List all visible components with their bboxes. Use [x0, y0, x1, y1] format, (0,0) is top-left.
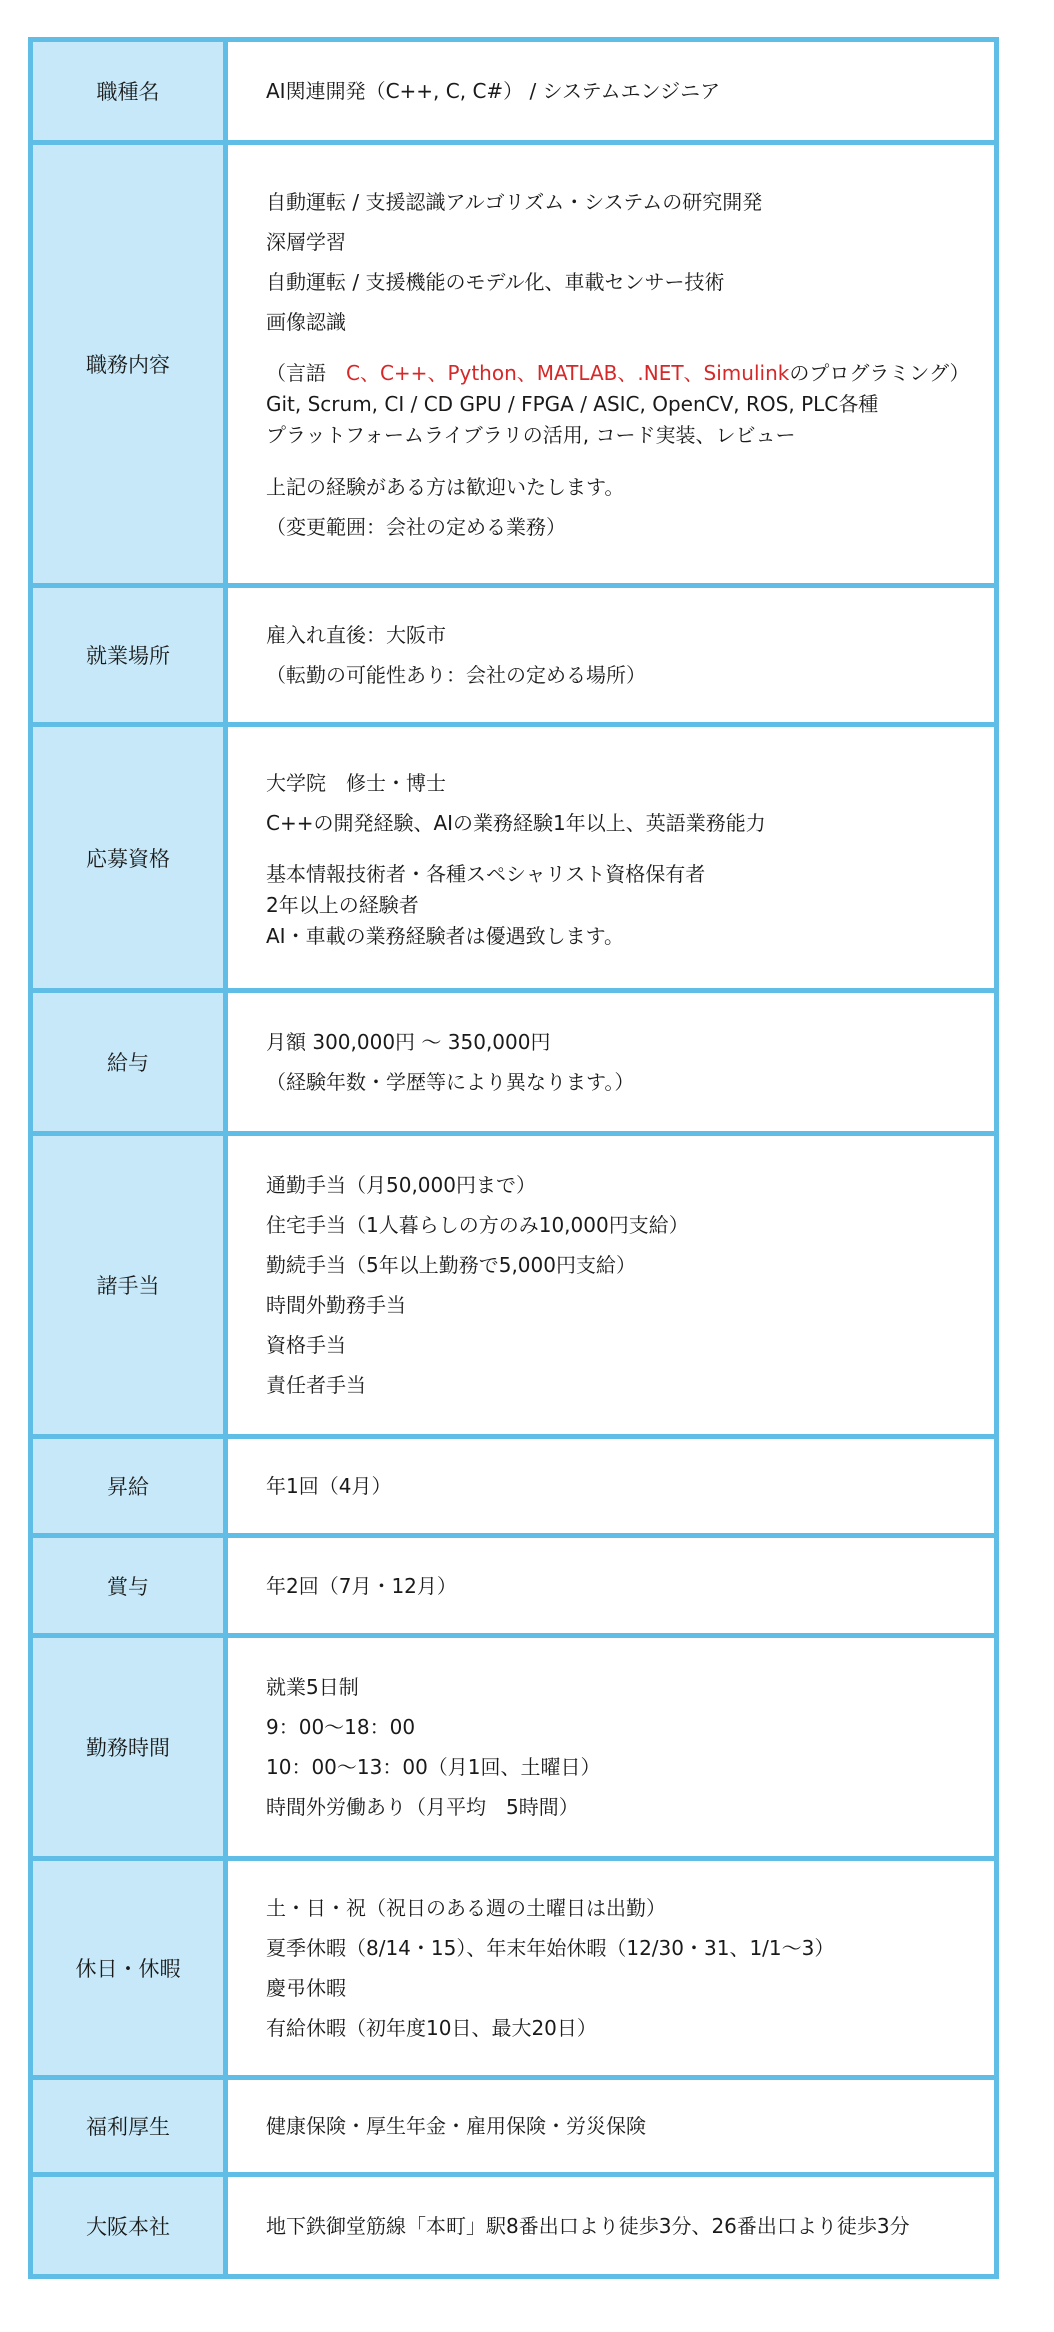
content-raise — [226, 1437, 997, 1536]
allowance-line: 資格手当 — [266, 1333, 346, 1357]
hours-line: 時間外労働あり（月平均 5時間） — [266, 1795, 579, 1819]
content-bonus — [226, 1536, 997, 1636]
label-head-office: 大阪本社 — [31, 2175, 226, 2277]
row-salary — [31, 991, 997, 1134]
content-job-title — [226, 40, 997, 143]
row-head-office — [31, 2175, 997, 2277]
content-working-hours — [226, 1636, 997, 1859]
allowance-line: 通勤手当（月50,000円まで） — [266, 1173, 536, 1197]
languages-list: C、C++、Python、MATLAB、.NET、Simulink — [346, 360, 790, 385]
content-head-office — [226, 2175, 997, 2277]
content-salary — [226, 991, 997, 1134]
job-title-text: AI関連開発（C++, C, C#） / システムエンジニア — [266, 79, 721, 103]
hours-line: 9：00～18：00 — [266, 1715, 416, 1739]
label-qualifications: 応募資格 — [31, 725, 226, 991]
spacer — [266, 451, 994, 467]
label-working-hours: 勤務時間 — [31, 1636, 226, 1859]
qualification-line: 大学院 修士・博士 — [266, 771, 446, 795]
holiday-line: 土・日・祝（祝日のある週の土曜日は出勤） — [266, 1896, 666, 1920]
content-qualifications — [226, 725, 997, 991]
spacer — [266, 843, 994, 859]
content-holidays — [226, 1859, 997, 2078]
label-duties: 職務内容 — [31, 143, 226, 586]
duty-line: 深層学習 — [266, 229, 346, 254]
salary-line: （経験年数・学歴等により異なります。） — [266, 1070, 635, 1094]
job-details-table — [28, 37, 999, 2279]
row-work-location — [31, 586, 997, 725]
tools-line: Git, Scrum, CI / CD GPU / FPGA / ASIC, OpenCV, ROS, PLC各種 — [266, 391, 879, 416]
tools-line: プラットフォームライブラリの活用, コード実装、レビュー — [266, 422, 796, 447]
bonus-line: 年2回（7月・12月） — [266, 1573, 457, 1598]
content-allowances — [226, 1134, 997, 1437]
content-work-location — [226, 586, 997, 725]
row-holidays — [31, 1859, 997, 2078]
label-holidays: 休日・休暇 — [31, 1859, 226, 2078]
label-work-location: 就業場所 — [31, 586, 226, 725]
qualification-line: 2年以上の経験者 — [266, 893, 419, 917]
raise-line: 年1回（4月） — [266, 1474, 392, 1498]
row-working-hours — [31, 1636, 997, 1859]
closing-line: （変更範囲：会社の定める業務） — [266, 514, 566, 539]
label-raise: 昇給 — [31, 1437, 226, 1536]
salary-line: 月額 300,000円 ～ 350,000円 — [266, 1030, 551, 1054]
label-salary: 給与 — [31, 991, 226, 1134]
holiday-line: 有給休暇（初年度10日、最大20日） — [266, 2016, 597, 2040]
row-bonus — [31, 1536, 997, 1636]
languages-suffix: のプログラミング） — [789, 360, 970, 385]
row-raise — [31, 1437, 997, 1536]
holiday-line: 夏季休暇（8/14・15）、年末年始休暇（12/30・31、1/1～3） — [266, 1936, 835, 1960]
holiday-line: 慶弔休暇 — [266, 1976, 346, 2000]
access-line: 地下鉄御堂筋線「本町」駅8番出口より徒歩3分、26番出口より徒歩3分 — [266, 2213, 910, 2238]
content-duties — [226, 143, 997, 586]
hours-line: 10：00～13：00（月1回、土曜日） — [266, 1755, 601, 1779]
allowance-line: 勤続手当（5年以上勤務で5,000円支給） — [266, 1253, 636, 1277]
qualification-line: AI・車載の業務経験者は優遇致します。 — [266, 924, 624, 948]
spacer — [266, 342, 994, 358]
allowance-line: 住宅手当（1人暮らしの方のみ10,000円支給） — [266, 1213, 689, 1237]
label-benefits: 福利厚生 — [31, 2078, 226, 2175]
row-duties — [31, 143, 997, 586]
row-job-title — [31, 40, 997, 143]
duty-line: 自動運転 / 支援機能のモデル化、車載センサー技術 — [266, 269, 725, 294]
label-allowances: 諸手当 — [31, 1134, 226, 1437]
hours-line: 就業5日制 — [266, 1675, 359, 1699]
location-line: （転勤の可能性あり：会社の定める場所） — [266, 663, 646, 687]
qualification-line: 基本情報技術者・各種スペシャリスト資格保有者 — [266, 862, 706, 886]
languages-line — [266, 358, 994, 389]
location-line: 雇入れ直後：大阪市 — [266, 623, 446, 647]
duty-line: 自動運転 / 支援認識アルゴリズム・システムの研究開発 — [266, 189, 763, 214]
row-allowances — [31, 1134, 997, 1437]
label-bonus: 賞与 — [31, 1536, 226, 1636]
languages-prefix: （言語 — [266, 360, 346, 385]
label-job-title: 職種名 — [31, 40, 226, 143]
qualification-line: C++の開発経験、AIの業務経験1年以上、英語業務能力 — [266, 811, 766, 835]
allowance-line: 時間外勤務手当 — [266, 1293, 406, 1317]
closing-line: 上記の経験がある方は歓迎いたします。 — [266, 474, 625, 499]
duty-line: 画像認識 — [266, 309, 346, 334]
row-qualifications — [31, 725, 997, 991]
allowance-line: 責任者手当 — [266, 1373, 366, 1397]
content-benefits — [226, 2078, 997, 2175]
row-benefits — [31, 2078, 997, 2175]
benefits-line: 健康保険・厚生年金・雇用保険・労災保険 — [266, 2114, 646, 2138]
